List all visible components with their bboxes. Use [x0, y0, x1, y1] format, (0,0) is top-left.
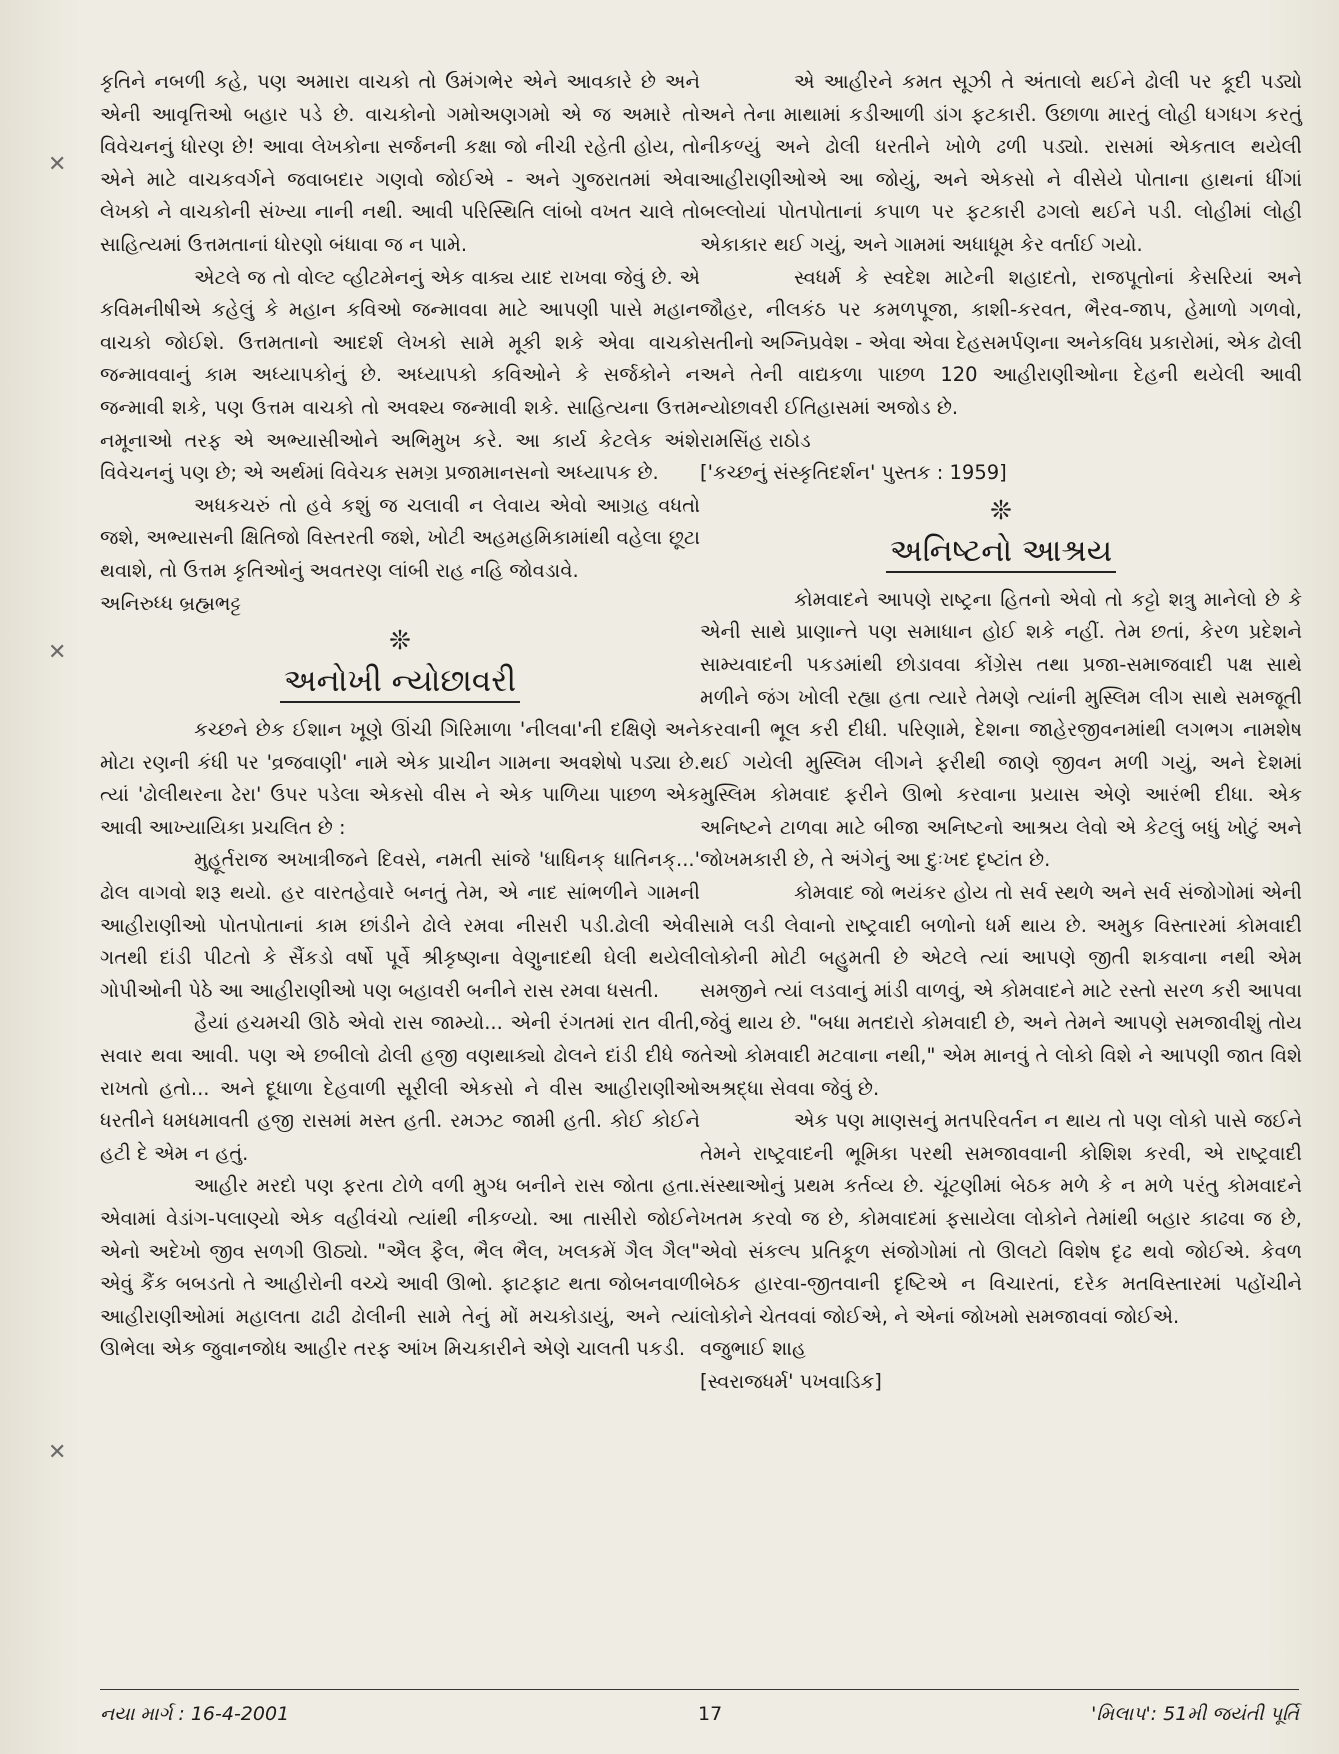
author-signature: રામસિંહ રાઠોડ — [700, 428, 811, 452]
body-paragraph: કોમવાદને આપણે રાષ્ટ્રના હિતનો એવો તો કટ્ટો શત્રુ માનેલો છે કે એની સાથે પ્રાણાન્તે પણ સમાધાન હોઈ શકે નહીં. તેમ છતાં, કેરળ પ્રદેશને સામ્યવાદની પકડમાંથી છોડાવવા કોંગ્રેસ તથા પ્રજા-સમાજવાદી પક્ષ સાથે મળીને જંગ ખોલી રહ્યા હતા ત્યારે તેમણે ત્યાંની મુસ્લિમ લીગ સાથે સમજૂતી કરવાની ભૂલ કરી દીધી. પરિણામે, દેશના જાહેરજીવનમાંથી લગભગ નામશેષ થઈ ગયેલી મુસ્લિમ લીગને ફરીથી જાણે જીવન મળી ગયું, અને દેશમાં મુસ્લિમ કોમવાદ ફરીને ઊભો કરવાના પ્રયાસ એણે આરંભી દીધા. એક અનિષ્ટને ટાળવા માટે બીજા અનિષ્ટનો આશ્રય લેવો એ કેટલું બધું ખોટું અને જોખમકારી છે, તે અંગેનું આ દુઃખદ દૃષ્ટાંત છે. — [700, 587, 1302, 872]
right-column — [700, 66, 1302, 1399]
article-title — [100, 660, 700, 702]
footer-divider — [100, 1689, 1299, 1690]
punch-hole-mark: ✕ — [48, 152, 67, 177]
article-title — [700, 530, 1302, 572]
body-paragraph: કોમવાદ જો ભયંકર હોય તો સર્વ સ્થળે અને સર્વ સંજોગોમાં એની સામે લડી લેવાનો રાષ્ટ્રવાદી બળોનો ધર્મ થાય છે. અમુક વિસ્તારમાં કોમવાદી લોકોની મોટી બહુમતી છે એટલે ત્યાં આપણે જીતી શકવાના નથી એમ સમજીને ત્યાં લડવાનું માંડી વાળવું, એ કોમવાદને માટે રસ્તો સરળ કરી આપવા જેવું થાય છે. "બધા મતદારો કોમવાદી છે, અને તેમને આપણે સમજાવીશું તોય તેઓ કોમવાદી મટવાના નથી," એમ માનવું તે લોકો વિશે ને આપણી જાત વિશે અશ્રદ્ધા સેવવા જેવું છે. — [700, 881, 1302, 1100]
body-paragraph: કચ્છને છેક ઈશાન ખૂણે ઊંચી ગિરિમાળા 'નીલવા'ની દક્ષિણે અને મોટા રણની કંધી પર 'વ્રજવાણી' નામે એક પ્રાચીન ગામના અવશેષો પડ્યા છે. ત્યાં 'ઢોલીથરના ઢેરા' ઉપર પડેલા એકસો વીસ ને એક પાળિયા પાછળ એક આવી આખ્યાયિકા પ્રચલિત છે : — [100, 718, 700, 839]
source-citation: [સ્વરાજધર્મ' પખવાડિક] — [700, 1369, 882, 1393]
section-ornament: ❊ — [389, 626, 411, 657]
article-title-text: અનોખી ન્યોછાવરી — [280, 663, 520, 703]
body-paragraph: એક પણ માણસનું મતપરિવર્તન ન થાય તો પણ લોકો પાસે જઈને તેમને રાષ્ટ્રવાદની ભૂમિકા પરથી સમજાવવાની કોશિશ કરવી, એ રાષ્ટ્રવાદી સંસ્થાઓનું પ્રથમ કર્તવ્ય છે. ચૂંટણીમાં બેઠક મળે કે ન મળે પરંતુ કોમવાદને ખતમ કરવો જ છે, કોમવાદમાં ફસાયેલા લોકોને તેમાંથી બહાર કાઢવા જ છે, એવો સંકલ્પ પ્રતિકૂળ સંજોગોમાં તો ઊલટો વિશેષ દૃઢ થવો જોઈએ. કેવળ બેઠક હારવા-જીતવાની દૃષ્ટિએ ન વિચારતાં, દરેક મતવિસ્તારમાં પહોંચીને લોકોને ચેતવવાં જોઈએ, ને એનાં જોખમો સમજાવવાં જોઈએ. — [700, 1109, 1302, 1328]
author-signature: અનિરુધ્ધ બ્રહ્મભટ્ટ — [100, 591, 242, 615]
body-paragraph: હૈયાં હચમચી ઊઠે એવો રાસ જામ્યો... એની રંગતમાં રાત વીતી, સવાર થવા આવી. પણ એ છબીલો ઢોલી હજી વણથાક્યો ઢોલને દાંડી દીધે જ રાખતો હતો... અને દૂધાળા દેહવાળી સૂરીલી એકસો ને વીસ આહીરાણીઓ ધરતીને ધમધમાવતી હજી રાસમાં મસ્ત હતી. રમઝટ જામી હતી. કોઈ કોઈને હટી દે એમ ન હતું. — [100, 1011, 700, 1165]
body-paragraph: એટલે જ તો વોલ્ટ વ્હીટમેનનું એક વાક્ય યાદ રાખવા જેવું છે. એ કવિમનીષીએ કહેલું કે મહાન કવિઓ જન્માવવા માટે આપણી પાસે મહાન વાચકો જોઈશે. ઉત્તમતાનો આદર્શ લેખકો સામે મૂકી શકે એવા વાચકો જન્માવવાનું કામ અધ્યાપકોનું છે. અધ્યાપકો કવિઓને કે સર્જકોને ન જન્માવી શકે, પણ ઉત્તમ વાચકો તો અવશ્ય જન્માવી શકે. સાહિત્યના ઉત્તમ નમૂનાઓ તરફ એ અભ્યાસીઓને અભિમુખ કરે. આ કાર્ય કેટલેક અંશે વિવેચનનું પણ છે; એ અર્થમાં વિવેચક સમગ્ર પ્રજામાનસનો અધ્યાપક છે. — [100, 265, 700, 485]
body-paragraph: સ્વધર્મ કે સ્વદેશ માટેની શહાદતો, રાજપૂતોનાં કેસરિયાં અને જૌહર, નીલકંઠ પર કમળપૂજા, કાશી-કરવત, ભૈરવ-જાપ, હેમાળો ગળવો, સતીનો અગ્નિપ્રવેશ - એવા એવા દેહસમર્પણના અનેકવિધ પ્રકારોમાં, એક ઢોલી અને તેની વાદ્યકળા પાછળ 120 આહીરાણીઓના દેહની થયેલી આવી ન્યોછાવરી ઈતિહાસમાં અજોડ છે. — [700, 265, 1302, 419]
body-paragraph: આહીર મરદો પણ ફરતા ટોળે વળી મુગ્ધ બનીને રાસ જોતા હતા. એવામાં વેડાંગ-પલાણ્યો એક વહીવંચો ત્યાંથી નીકળ્યો. આ તાસીરો જોઈને એનો અદેખો જીવ સળગી ઊઠ્યો. "ઐલ ફૈલ, ભૈલ ભૈલ, ખલકમેં ગૈલ ગૈલ" એવું કૈંક બબડતો તે આહીરોની વચ્ચે આવી ઊભો. ફાટફાટ થતા જોબનવાળી આહીરાણીઓમાં મહાલતા ઢાઢી ઢોલીની સામે તેનું મોં મચકોડાયું, અને ત્યાં ઊભેલા એક જુવાનજોધ આહીર તરફ આંખ મિચકારીને એણે ચાલતી પકડી. — [100, 1174, 700, 1361]
source-citation: ['કચ્છનું સંસ્કૃતિદર્શન' પુસ્તક : 1959] — [700, 461, 1007, 485]
body-paragraph: એ આહીરને કમત સૂઝી તે અંતાલો થઈને ઢોલી પર કૂદી પડ્યો અને તેના માથામાં કડીઆળી ડાંગ ફટકારી. ઉછાળા મારતું લોહી ધગધગ કરતું નીકળ્યું અને ઢોલી ધરતીને ખોળે ઢળી પડ્યો. રાસમાં એકતાલ થયેલી આહીરાણીઓએ આ જોયું, અને એકસો ને વીસેયે પોતાના હાથનાં ધીંગાં બલ્લોયાં પોતપોતાનાં કપાળ પર ફટકારી ઢગલો થઈને પડી. લોહીમાં લોહી એકાકાર થઈ ગયું, અને ગામમાં અધાધૂમ કેર વર્તાઈ ગયો. — [700, 70, 1302, 256]
body-paragraph: કૃતિને નબળી કહે, પણ અમારા વાચકો તો ઉમંગભેર એને આવકારે છે અને એની આવૃત્તિઓ બહાર પડે છે. વાચકોનો ગમોઅણગમો એ જ અમારે તો વિવેચનનું ધોરણ છે! આવા લેખકોના સર્જનની કક્ષા જો નીચી રહેતી હોય, તો એને માટે વાચકવર્ગને જવાબદાર ગણવો જોઈએ - અને ગુજરાતમાં એવા લેખકો ને વાચકોની સંખ્યા નાની નથી. આવી પરિસ્થિતિ લાંબો વખત ચાલે તો સાહિત્યમાં ઉત્તમતાનાં ધોરણો બંધાવા જ ન પામે. — [100, 70, 700, 256]
punch-hole-mark: ✕ — [48, 1440, 67, 1465]
body-paragraph: અધકચરું તો હવે કશું જ ચલાવી ન લેવાય એવો આગ્રહ વધતો જશે, અભ્યાસની ક્ષિતિજો વિસ્તરતી જશે, ખોટી અહમહમિકામાંથી વહેલા છૂટા થવાશે, તો ઉત્તમ કૃતિઓનું અવતરણ લાંબી રાહ નહિ જોવડાવે. — [100, 493, 700, 582]
footer-supplement: 'મિલાપ': 51મી જયંતી પૂર્તિ — [1091, 1703, 1299, 1725]
body-paragraph: મુહૂર્તરાજ અખાત્રીજને દિવસે, નમતી સાંજે 'ધાધિનક્ ધાતિનક્...' ઢોલ વાગવો શરૂ થયો. હર વારતહેવારે બનતું તેમ, એ નાદ સાંભળીને ગામની આહીરાણીઓ પોતપોતાનાં કામ છાંડીને ઢોલે રમવા નીસરી પડી.ઢોલી એવી ગતથી દાંડી પીટતો કે સૈંકડો વર્ષો પૂર્વે શ્રીકૃષ્ણના વેણુનાદથી ઘેલી થયેલી ગોપીઓની પેઠે આ આહીરાણીઓ પણ બહાવરી બનીને રાસ રમવા ધસતી. — [100, 848, 700, 1002]
section-ornament: ❊ — [990, 495, 1012, 526]
left-column — [100, 66, 700, 1366]
author-signature: વજુભાઈ શાહ — [700, 1337, 806, 1361]
footer-publication: નયા માર્ગ : 16-4-2001 — [100, 1703, 290, 1725]
page-number: 17 — [698, 1703, 723, 1725]
punch-hole-mark: ✕ — [48, 640, 67, 665]
article-title-text: અનિષ્ટનો આશ્રય — [886, 533, 1116, 573]
